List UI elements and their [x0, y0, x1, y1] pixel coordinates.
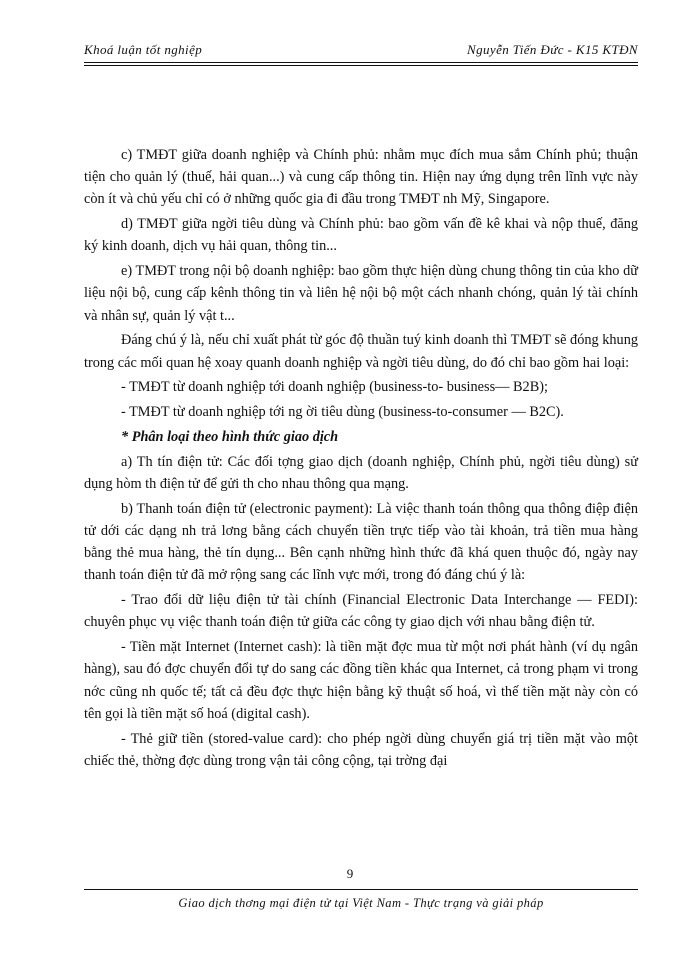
header-rule-thick	[84, 62, 638, 63]
section-subheading: * Phân loại theo hình thức giao dịch	[121, 429, 339, 445]
paragraph-c-business-government: c) TMĐT giữa doanh nghiệp và Chính phủ: nhằm mục đích mua sắm Chính phủ; thuận tiện cho quản lý (thuế, hải quan...) và cung cấp thông tin. Hiện nay ứng dụng trên lĩnh vực này còn ít và chủ yếu chỉ có ở những quốc gia đi đầu trong TMĐT nh Mỹ, Singapore.	[84, 147, 638, 208]
footer-rule	[84, 889, 638, 890]
paragraph-a-email: a) Th tín điện tử: Các đối tợng giao dịch (doanh nghiệp, Chính phủ, ngời tiêu dùng) sử dụng hòm th điện tử để gửi th cho nhau thông qua mạng.	[84, 453, 638, 492]
paragraph-note: Đáng chú ý là, nếu chỉ xuất phát từ góc độ thuần tuý kinh doanh thì TMĐT sẽ đóng khung trong các mối quan hệ xoay quanh doanh nghiệp và ngời tiêu dùng, do đó chỉ bao gồm hai loại:	[84, 332, 638, 371]
paragraph-b-payment: b) Thanh toán điện tử (electronic payment): Là việc thanh toán thông qua thông điệp điện tử dới các dạng nh trả lơng bằng cách chuyển tiền trực tiếp vào tài khoản, trả tiền mua hàng bằng thẻ mua hàng, thẻ tín dụng... Bên cạnh những hình thức đã khá quen thuộc đó, ngày nay thanh toán điện tử đã mở rộng sang các lĩnh vực mới, trong đó đáng chú ý là:	[84, 500, 638, 584]
header-thesis-label: Khoá luận tốt nghiệp	[84, 42, 203, 57]
body-text	[84, 144, 638, 775]
paragraph-e-internal: e) TMĐT trong nội bộ doanh nghiệp: bao gồm thực hiện dùng chung thông tin của kho dữ liệu nội bộ, cung cấp kênh thông tin và liên hệ nội bộ một cách nhanh chóng, quản lý tài chính và nhân sự, quản lý vật t...	[84, 263, 638, 324]
paragraph-d-consumer-government: d) TMĐT giữa ngời tiêu dùng và Chính phủ: bao gồm vấn đề kê khai và nộp thuế, đăng ký kinh doanh, dịch vụ hải quan, thông tin...	[84, 216, 638, 255]
page-header	[84, 36, 638, 60]
list-item-b2c: - TMĐT từ doanh nghiệp tới ng ời tiêu dùng (business-to-consumer — B2C).	[121, 404, 564, 421]
list-item-stored-value-card: - Thẻ giữ tiền (stored-value card): cho phép ngời dùng chuyển giá trị tiền mặt vào một chiếc thẻ, thờng đợc dùng trong vận tải công cộng, tại trờng đại	[84, 730, 638, 769]
page-number: 9	[346, 866, 354, 881]
header-rule-thin	[84, 65, 638, 66]
list-item-internet-cash: - Tiền mặt Internet (Internet cash): là tiền mặt đợc mua từ một nơi phát hành (ví dụ ngân hàng), sau đó đợc chuyển đổi tự do sang các đồng tiền khác qua Internet, cả trong phạm vi trong nớc cũng nh quốc tế; tất cả đều đợc thực hiện bằng kỹ thuật số hoá, vì thế tiền mặt này còn có tên gọi là tiền mặt số hoá (digital cash).	[84, 639, 638, 722]
page-footer: Giao dịch thơng mại điện tử tại Việt Nam - Thực trạng và giải pháp	[178, 896, 544, 910]
list-item-b2b: - TMĐT từ doanh nghiệp tới doanh nghiệp (business-to- business— B2B);	[121, 379, 548, 396]
list-item-fedi: - Trao đổi dữ liệu điện tử tài chính (Financial Electronic Data Interchange — FEDI): chuyên phục vụ việc thanh toán điện tử giữa các công ty giao dịch với nhau bằng điện tử.	[84, 592, 638, 631]
header-author: Nguyễn Tiến Đức - K15 KTĐN	[467, 42, 638, 57]
